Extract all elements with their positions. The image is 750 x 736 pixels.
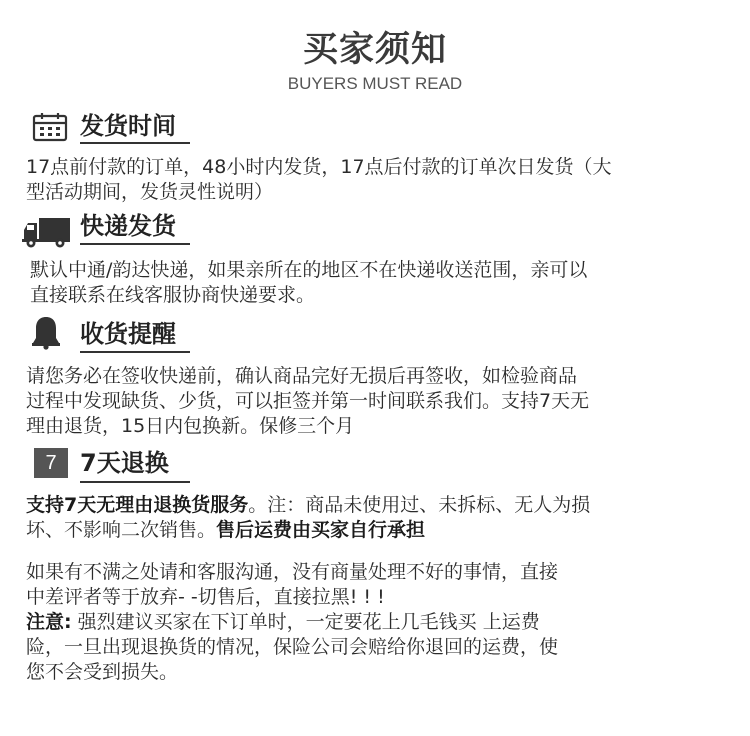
notice-label: 注意: xyxy=(26,611,72,633)
shipping-time-text: 17点前付款的订单，48小时内发货，17点后付款的订单次日发货（大 型活动期间，发货灵性说明） xyxy=(26,156,612,203)
receipt-text: 请您务必在签收快递前，确认商品完好无损后再签收，如检验商品 过程中发现缺货、少货，可以拒签并第一时间联系我们。支持7天无 理由退货，15日内包换新。保修三个月 xyxy=(26,365,590,437)
heading-underline xyxy=(80,142,190,144)
returns-bold-1: 支持7天无理由退换货服务 xyxy=(26,494,249,516)
truck-icon xyxy=(22,216,72,248)
returns-bold-2: 售后运费由买家自行承担 xyxy=(216,519,426,541)
express-text: 默认中通/韵达快递，如果亲所在的地区不在快递收送范围，亲可以 直接联系在线客服协商快递要求。 xyxy=(30,259,588,306)
heading-underline xyxy=(80,351,190,353)
section-heading-returns: 7天退换 xyxy=(80,449,169,477)
page-title: 买家须知 xyxy=(302,30,447,70)
bell-icon xyxy=(30,314,62,350)
calendar-icon xyxy=(32,112,68,142)
seven-badge-icon: 7 xyxy=(34,448,68,478)
section-heading-receipt: 收货提醒 xyxy=(80,320,176,348)
section-heading-express: 快递发货 xyxy=(80,212,176,240)
heading-underline xyxy=(80,243,190,245)
heading-underline xyxy=(80,481,190,483)
page-subtitle: BUYERS MUST READ xyxy=(287,74,463,93)
section-heading-shipping-time: 发货时间 xyxy=(80,112,176,140)
returns-policy-text: 支持7天无理由退换货服务。注：商品未使用过、未拆标、无人为损 坏、不影响二次销售。售后运费由买家自行承担 xyxy=(26,494,591,541)
notice-text: 如果有不满之处请和客服沟通，没有商量处理不好的事情，直接 中差评者等于放弃- -切售后，直接拉黑! ! ! 注意: 强烈建议买家在下订单时，一定要花上几毛钱买 上运费 险，一旦出现退换货的情况，保险公司会赔给你退回的运费，使 您不会受到损失。 xyxy=(26,561,559,683)
